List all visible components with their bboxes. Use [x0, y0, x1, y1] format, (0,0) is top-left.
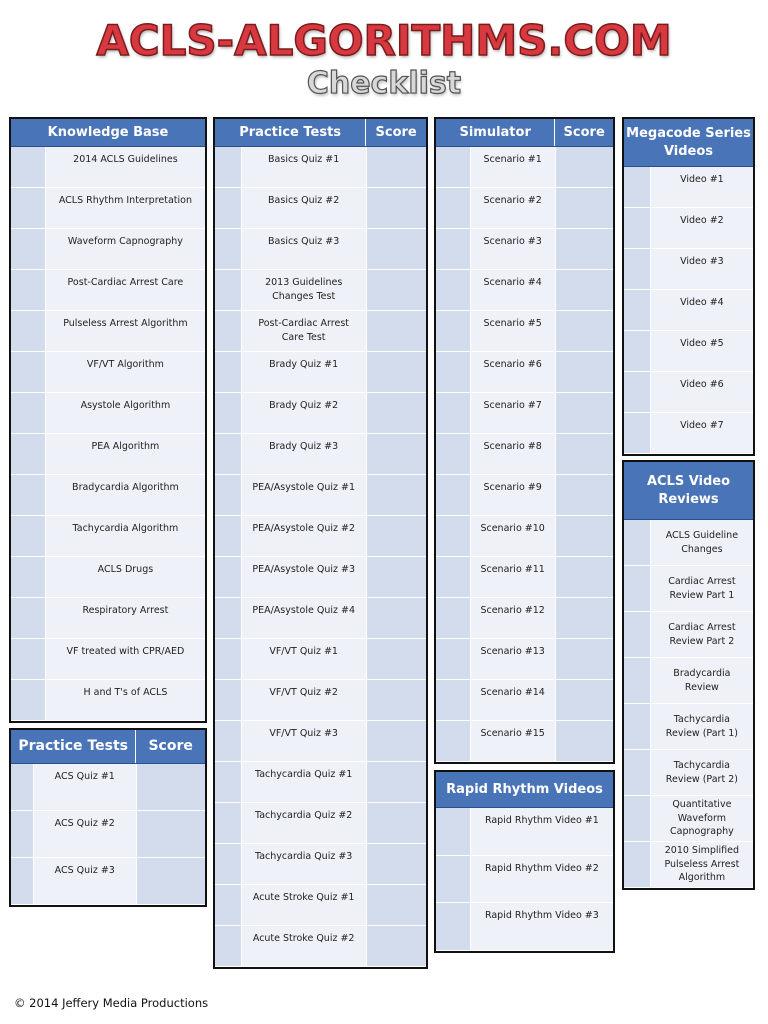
item-label: Rapid Rhythm Video #3 [471, 903, 613, 950]
checkbox-cell[interactable] [215, 147, 242, 187]
checklist-row [11, 764, 205, 811]
item-label: Cardiac Arrest Review Part 1 [651, 566, 753, 611]
checkbox-cell[interactable] [11, 311, 46, 351]
item-label: Brady Quiz #1 [242, 352, 366, 392]
score-cell[interactable] [366, 926, 426, 966]
panel-header-title: ACLS Video Reviews [646, 473, 731, 507]
item-label: Pulseless Arrest Algorithm [46, 311, 205, 351]
checkbox-cell[interactable] [215, 434, 242, 474]
checkbox-cell[interactable] [624, 658, 651, 703]
item-label: Scenario #14 [471, 680, 555, 720]
item-label: Scenario #12 [471, 598, 555, 638]
score-column-header: Score [135, 730, 205, 763]
item-label: Scenario #3 [471, 229, 555, 269]
checklist-row [215, 680, 426, 721]
checklist-row [436, 434, 613, 475]
panel-header [624, 119, 753, 167]
checklist-row [215, 844, 426, 885]
checklist-row [11, 858, 205, 905]
panel-header-title: Megacode Series Videos [626, 125, 751, 159]
checklist-row [624, 331, 753, 372]
item-label: Post-Cardiac Arrest Care [46, 270, 205, 310]
checklist-row [436, 808, 613, 856]
checklist-row [11, 557, 205, 598]
item-label: VF/VT Quiz #3 [242, 721, 366, 761]
checklist-row [436, 352, 613, 393]
item-label: PEA/Asystole Quiz #2 [242, 516, 366, 556]
checkbox-cell[interactable] [215, 557, 242, 597]
panel-header-title: Rapid Rhythm Videos [446, 781, 603, 797]
item-label: Video #6 [651, 372, 753, 412]
score-cell[interactable] [555, 270, 613, 310]
checkbox-cell[interactable] [11, 434, 46, 474]
checkbox-cell[interactable] [624, 167, 651, 207]
checklist-row [624, 612, 753, 658]
item-label: Bradycardia Review [651, 658, 753, 703]
checklist-row [215, 926, 426, 967]
checklist-row [11, 229, 205, 270]
panel-header [624, 462, 753, 520]
checklist-row [436, 147, 613, 188]
item-label: Video #5 [651, 331, 753, 371]
checkbox-cell[interactable] [215, 844, 242, 884]
checklist-row [436, 639, 613, 680]
item-label: Cardiac Arrest Review Part 2 [651, 612, 753, 657]
checkbox-cell[interactable] [624, 413, 651, 453]
checkbox-cell[interactable] [11, 475, 46, 515]
score-cell[interactable] [366, 311, 426, 351]
checklist-row [436, 856, 613, 904]
checklist-row [11, 680, 205, 721]
item-label: Respiratory Arrest [46, 598, 205, 638]
item-label: Basics Quiz #3 [242, 229, 366, 269]
checklist-row [215, 270, 426, 311]
score-cell[interactable] [366, 393, 426, 433]
score-column-header: Score [554, 119, 613, 146]
checklist-row [11, 475, 205, 516]
item-label: ACLS Guideline Changes [651, 520, 753, 565]
item-label: Acute Stroke Quiz #2 [242, 926, 366, 966]
checkbox-cell[interactable] [215, 393, 242, 433]
item-label: PEA Algorithm [46, 434, 205, 474]
checklist-row [11, 147, 205, 188]
item-label: Video #4 [651, 290, 753, 330]
score-cell[interactable] [555, 147, 613, 187]
checkbox-cell[interactable] [11, 858, 34, 904]
item-label: Scenario #10 [471, 516, 555, 556]
score-cell[interactable] [555, 598, 613, 638]
checklist-row [436, 903, 613, 951]
item-label: Acute Stroke Quiz #1 [242, 885, 366, 925]
checkbox-cell[interactable] [215, 516, 242, 556]
checkbox-cell[interactable] [436, 393, 471, 433]
checkbox-cell[interactable] [436, 856, 471, 903]
checkbox-cell[interactable] [436, 352, 471, 392]
checklist-row [436, 598, 613, 639]
checkbox-cell[interactable] [436, 639, 471, 679]
checkbox-cell[interactable] [436, 557, 471, 597]
checkbox-cell[interactable] [11, 188, 46, 228]
score-cell[interactable] [366, 844, 426, 884]
item-label: PEA/Asystole Quiz #4 [242, 598, 366, 638]
page-subtitle: Checklist [306, 66, 462, 101]
item-label: Tachycardia Review (Part 2) [651, 750, 753, 795]
panel-header [11, 730, 205, 764]
item-label: ACLS Rhythm Interpretation [46, 188, 205, 228]
item-label: Scenario #13 [471, 639, 555, 679]
item-label: Video #7 [651, 413, 753, 453]
checkbox-cell[interactable] [624, 704, 651, 749]
checkbox-cell[interactable] [624, 290, 651, 330]
checkbox-cell[interactable] [436, 808, 471, 855]
item-label: Scenario #6 [471, 352, 555, 392]
score-column-header: Score [365, 119, 426, 146]
checkbox-cell[interactable] [436, 188, 471, 228]
checklist-row [11, 352, 205, 393]
score-cell[interactable] [366, 188, 426, 228]
item-label: Scenario #8 [471, 434, 555, 474]
item-label: ACS Quiz #1 [34, 764, 136, 810]
checklist-row [624, 372, 753, 413]
checklist-row [11, 811, 205, 858]
item-label: Tachycardia Quiz #3 [242, 844, 366, 884]
checklist-row [624, 290, 753, 331]
item-label: Brady Quiz #3 [242, 434, 366, 474]
score-cell[interactable] [555, 229, 613, 269]
checklist-row [436, 229, 613, 270]
checklist-row [215, 393, 426, 434]
item-label: Video #3 [651, 249, 753, 289]
item-label: VF/VT Quiz #2 [242, 680, 366, 720]
checklist-row [215, 721, 426, 762]
checklist-row [624, 167, 753, 208]
score-cell[interactable] [555, 188, 613, 228]
score-cell[interactable] [366, 475, 426, 515]
item-label: Tachycardia Quiz #1 [242, 762, 366, 802]
score-cell[interactable] [366, 598, 426, 638]
item-label: Rapid Rhythm Video #1 [471, 808, 613, 855]
checklist-row [436, 270, 613, 311]
item-label: Basics Quiz #1 [242, 147, 366, 187]
item-label: Tachycardia Algorithm [46, 516, 205, 556]
checklist-row [624, 208, 753, 249]
score-cell[interactable] [366, 229, 426, 269]
score-cell[interactable] [366, 557, 426, 597]
score-cell[interactable] [555, 557, 613, 597]
checkbox-cell[interactable] [11, 147, 46, 187]
score-cell[interactable] [555, 352, 613, 392]
checkbox-cell[interactable] [436, 903, 471, 950]
checkbox-cell[interactable] [624, 372, 651, 412]
item-label: Scenario #15 [471, 721, 555, 761]
score-cell[interactable] [555, 434, 613, 474]
score-cell[interactable] [555, 311, 613, 351]
score-cell[interactable] [136, 811, 205, 857]
panel-header-title: Practice Tests [18, 738, 128, 755]
panel-header-title: Simulator [459, 124, 531, 140]
item-label: Scenario #9 [471, 475, 555, 515]
checkbox-cell[interactable] [215, 926, 242, 966]
panel-header-title: Practice Tests [239, 124, 342, 140]
checkbox-cell[interactable] [11, 680, 46, 720]
checkbox-cell[interactable] [11, 557, 46, 597]
checkbox-cell[interactable] [436, 680, 471, 720]
item-label: ACS Quiz #3 [34, 858, 136, 904]
checkbox-cell[interactable] [436, 475, 471, 515]
item-label: PEA/Asystole Quiz #1 [242, 475, 366, 515]
item-label: Brady Quiz #2 [242, 393, 366, 433]
checkbox-cell[interactable] [11, 639, 46, 679]
item-label: Scenario #11 [471, 557, 555, 597]
item-label: PEA/Asystole Quiz #3 [242, 557, 366, 597]
checklist-row [215, 147, 426, 188]
checklist-row [624, 704, 753, 750]
checklist-row [624, 566, 753, 612]
panel-header [436, 119, 613, 147]
item-label: Scenario #1 [471, 147, 555, 187]
checkbox-cell[interactable] [215, 762, 242, 802]
panel-header [436, 772, 613, 808]
checklist-row [624, 658, 753, 704]
checklist-row [11, 188, 205, 229]
item-label: Rapid Rhythm Video #2 [471, 856, 613, 903]
rapid-rhythm-videos-panel [434, 770, 615, 953]
score-cell[interactable] [366, 885, 426, 925]
checklist-row [436, 516, 613, 557]
checkbox-cell[interactable] [11, 393, 46, 433]
checklist-row [215, 885, 426, 926]
score-cell[interactable] [366, 721, 426, 761]
checkbox-cell[interactable] [624, 842, 651, 887]
score-cell[interactable] [366, 680, 426, 720]
checkbox-cell[interactable] [436, 229, 471, 269]
item-label: Video #2 [651, 208, 753, 248]
score-cell[interactable] [555, 393, 613, 433]
checklist-row [11, 393, 205, 434]
checklist-row [11, 434, 205, 475]
checklist-row [436, 311, 613, 352]
practice-tests-panel [213, 117, 428, 969]
checklist-row [11, 311, 205, 352]
checkbox-cell[interactable] [215, 270, 242, 310]
checklist-row [436, 475, 613, 516]
checkbox-cell[interactable] [11, 764, 34, 810]
checklist-row [436, 680, 613, 721]
checklist-row [436, 188, 613, 229]
score-cell[interactable] [136, 858, 205, 904]
checklist-row [624, 520, 753, 566]
checklist-row [624, 796, 753, 842]
checkbox-cell[interactable] [624, 331, 651, 371]
checkbox-cell[interactable] [215, 188, 242, 228]
checkbox-cell[interactable] [215, 680, 242, 720]
checkbox-cell[interactable] [436, 598, 471, 638]
score-cell[interactable] [366, 352, 426, 392]
checkbox-cell[interactable] [624, 612, 651, 657]
item-label: Quantitative Waveform Capnography [651, 796, 753, 841]
acls-video-reviews-panel [622, 460, 755, 890]
score-cell[interactable] [555, 680, 613, 720]
checkbox-cell[interactable] [436, 434, 471, 474]
item-label: Asystole Algorithm [46, 393, 205, 433]
checklist-row [215, 475, 426, 516]
item-label: Scenario #4 [471, 270, 555, 310]
item-label: 2010 Simplified Pulseless Arrest Algorithm [651, 842, 753, 887]
item-label: Post-Cardiac Arrest Care Test [242, 311, 366, 351]
checklist-row [215, 352, 426, 393]
checkbox-cell[interactable] [215, 885, 242, 925]
score-cell[interactable] [555, 639, 613, 679]
score-cell[interactable] [555, 721, 613, 761]
checklist-row [11, 639, 205, 680]
checklist-row [215, 598, 426, 639]
checkbox-cell[interactable] [436, 270, 471, 310]
megacode-videos-panel [622, 117, 755, 456]
knowledge-base-panel [9, 117, 207, 723]
checklist-row [624, 842, 753, 888]
panel-header-title: Knowledge Base [47, 124, 169, 140]
page-title: ACLS-ALGORITHMS.COM [96, 16, 672, 65]
copyright-footer: © 2014 Jeffery Media Productions [14, 996, 209, 1010]
checkbox-cell[interactable] [215, 229, 242, 269]
checkbox-cell[interactable] [11, 270, 46, 310]
checkbox-cell[interactable] [624, 750, 651, 795]
checklist-row [624, 413, 753, 454]
item-label: Video #1 [651, 167, 753, 207]
score-cell[interactable] [555, 516, 613, 556]
checkbox-cell[interactable] [436, 516, 471, 556]
checkbox-cell[interactable] [11, 229, 46, 269]
item-label: Scenario #2 [471, 188, 555, 228]
checklist-row [215, 803, 426, 844]
checkbox-cell[interactable] [11, 811, 34, 857]
checkbox-cell[interactable] [11, 352, 46, 392]
checkbox-cell[interactable] [436, 721, 471, 761]
score-cell[interactable] [366, 270, 426, 310]
item-label: VF treated with CPR/AED [46, 639, 205, 679]
checkbox-cell[interactable] [11, 516, 46, 556]
item-label: ACLS Drugs [46, 557, 205, 597]
checklist-row [436, 393, 613, 434]
checkbox-cell[interactable] [215, 475, 242, 515]
score-cell[interactable] [366, 147, 426, 187]
item-label: 2013 Guidelines Changes Test [242, 270, 366, 310]
checkbox-cell[interactable] [215, 598, 242, 638]
checklist-row [215, 311, 426, 352]
checklist-row [624, 750, 753, 796]
checklist-row [11, 516, 205, 557]
checkbox-cell[interactable] [215, 803, 242, 843]
checkbox-cell[interactable] [624, 208, 651, 248]
checkbox-cell[interactable] [624, 249, 651, 289]
checkbox-cell[interactable] [215, 639, 242, 679]
checklist-row [11, 598, 205, 639]
score-cell[interactable] [366, 639, 426, 679]
checklist-row [215, 762, 426, 803]
item-label: Tachycardia Quiz #2 [242, 803, 366, 843]
item-label: H and T's of ACLS [46, 680, 205, 720]
item-label: ACS Quiz #2 [34, 811, 136, 857]
item-label: 2014 ACLS Guidelines [46, 147, 205, 187]
checklist-row [215, 188, 426, 229]
score-cell[interactable] [136, 764, 205, 810]
checklist-row [215, 434, 426, 475]
checklist-row [436, 557, 613, 598]
item-label: Basics Quiz #2 [242, 188, 366, 228]
checklist-row [215, 639, 426, 680]
item-label: Tachycardia Review (Part 1) [651, 704, 753, 749]
checklist-row [11, 270, 205, 311]
checklist-row [215, 516, 426, 557]
checkbox-cell[interactable] [436, 311, 471, 351]
score-cell[interactable] [555, 475, 613, 515]
score-cell[interactable] [366, 516, 426, 556]
item-label: Scenario #7 [471, 393, 555, 433]
checklist-row [215, 229, 426, 270]
checklist-row [436, 721, 613, 762]
checkbox-cell[interactable] [215, 352, 242, 392]
score-cell[interactable] [366, 762, 426, 802]
checkbox-cell[interactable] [215, 311, 242, 351]
item-label: VF/VT Algorithm [46, 352, 205, 392]
panel-header [11, 119, 205, 147]
panel-header [215, 119, 426, 147]
checklist-row [215, 557, 426, 598]
score-cell[interactable] [366, 803, 426, 843]
checkbox-cell[interactable] [215, 721, 242, 761]
item-label: VF/VT Quiz #1 [242, 639, 366, 679]
checkbox-cell[interactable] [624, 520, 651, 565]
simulator-panel [434, 117, 615, 764]
item-label: Bradycardia Algorithm [46, 475, 205, 515]
item-label: Scenario #5 [471, 311, 555, 351]
score-cell[interactable] [366, 434, 426, 474]
checkbox-cell[interactable] [624, 796, 651, 841]
item-label: Waveform Capnography [46, 229, 205, 269]
acs-practice-tests-panel [9, 728, 207, 907]
checklist-row [624, 249, 753, 290]
checkbox-cell[interactable] [624, 566, 651, 611]
checkbox-cell[interactable] [11, 598, 46, 638]
checkbox-cell[interactable] [436, 147, 471, 187]
